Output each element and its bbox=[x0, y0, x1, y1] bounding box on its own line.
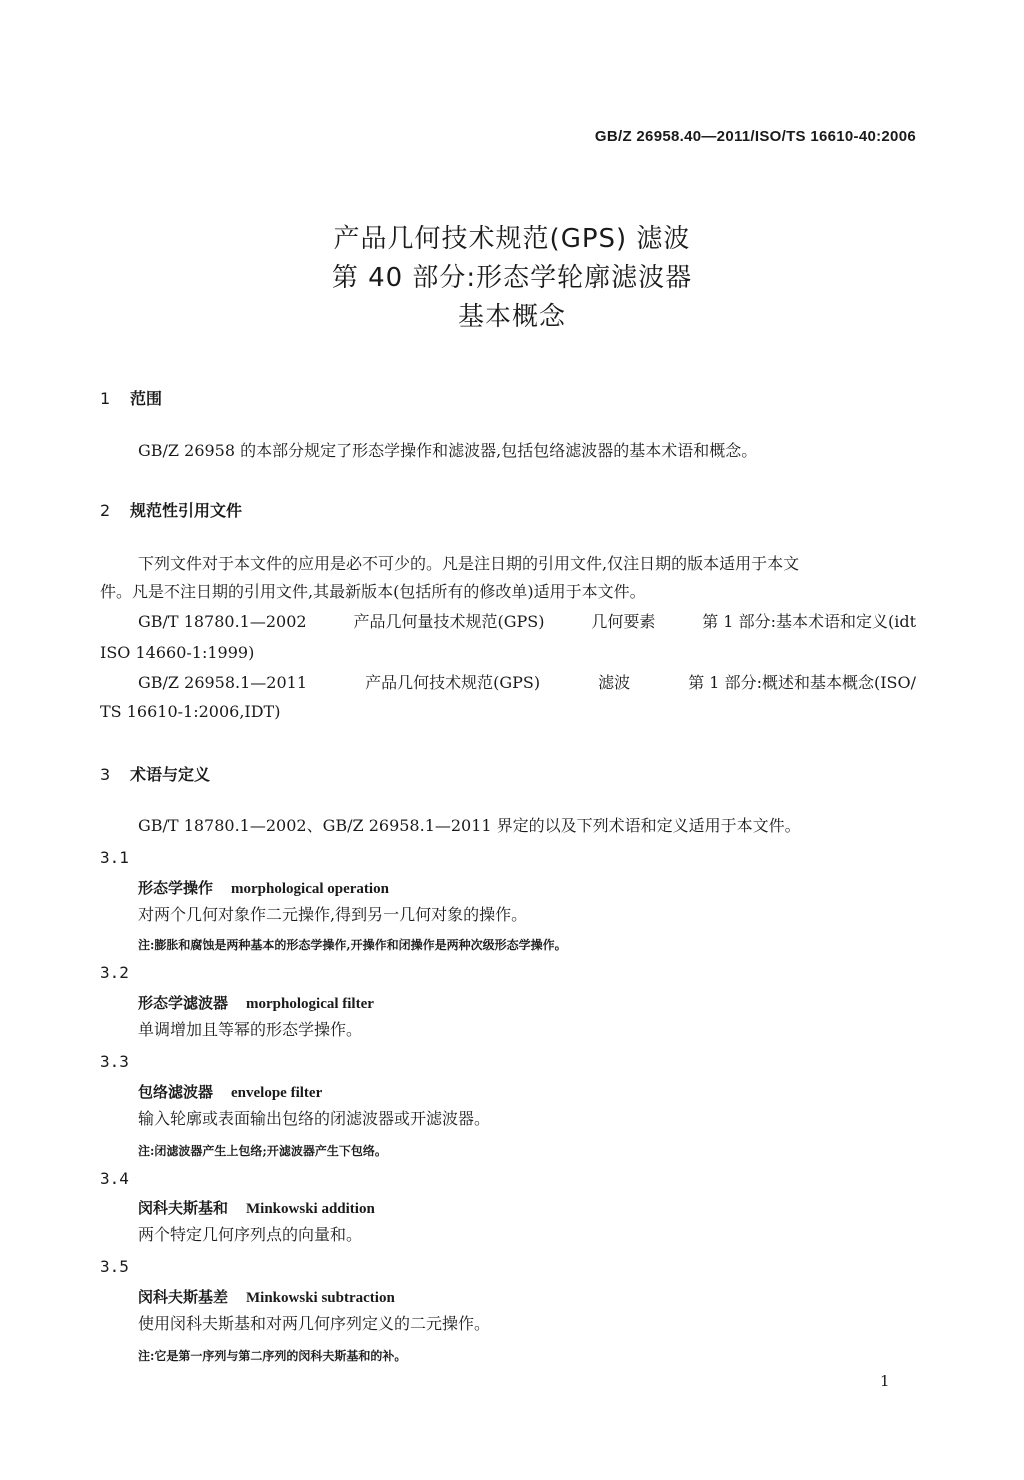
term-zh: 形态学操作 bbox=[138, 879, 214, 897]
reference-code: GB/T 18780.1—2002 bbox=[138, 612, 307, 631]
section-title: 术语与定义 bbox=[130, 765, 211, 784]
term-heading bbox=[138, 1081, 322, 1102]
term-note: 注:闭滤波器产生上包络;开滤波器产生下包络。 bbox=[138, 1144, 387, 1158]
reference-title-part: 滤波 bbox=[598, 673, 631, 692]
section-title: 规范性引用文件 bbox=[130, 501, 243, 520]
clause-number: 3.5 bbox=[100, 1257, 129, 1276]
section-title: 范围 bbox=[130, 389, 163, 408]
reference-title-part: 第 1 部分:概述和基本概念(ISO/ bbox=[688, 673, 916, 692]
term-en: envelope filter bbox=[231, 1085, 323, 1101]
clause-number: 3.1 bbox=[100, 848, 129, 867]
title-line-2: 第 40 部分:形态学轮廓滤波器 bbox=[331, 263, 693, 293]
term-en: Minkowski addition bbox=[246, 1201, 375, 1217]
reference-1-continued: ISO 14660-1:1999) bbox=[100, 643, 255, 662]
section-number: 2 bbox=[100, 501, 111, 520]
term-definition: 对两个几何对象作二元操作,得到另一几何对象的操作。 bbox=[138, 905, 528, 924]
term-heading bbox=[138, 992, 374, 1013]
reference-code: GB/Z 26958.1—2011 bbox=[138, 673, 308, 692]
reference-2 bbox=[138, 675, 916, 691]
term-heading bbox=[138, 1286, 395, 1307]
normative-paragraph-line-2: 件。凡是不注日期的引用文件,其最新版本(包括所有的修改单)适用于本文件。 bbox=[100, 582, 646, 601]
term-definition: 使用闵科夫斯基和对两几何序列定义的二元操作。 bbox=[138, 1314, 491, 1333]
term-definition: 输入轮廓或表面输出包络的闭滤波器或开滤波器。 bbox=[138, 1109, 491, 1128]
term-note: 注:它是第一序列与第二序列的闵科夫斯基和的补。 bbox=[138, 1349, 407, 1363]
terms-intro-paragraph: GB/T 18780.1—2002、GB/Z 26958.1—2011 界定的以及下列术语和定义适用于本文件。 bbox=[138, 816, 801, 835]
reference-title-part: 几何要素 bbox=[591, 612, 656, 631]
section-heading-2 bbox=[100, 498, 242, 521]
clause-number: 3.4 bbox=[100, 1169, 129, 1188]
reference-2-continued: TS 16610-1:2006,IDT) bbox=[100, 702, 281, 721]
term-en: morphological filter bbox=[246, 996, 374, 1012]
term-definition: 单调增加且等幂的形态学操作。 bbox=[138, 1020, 363, 1039]
scope-paragraph: GB/Z 26958 的本部分规定了形态学操作和滤波器,包括包络滤波器的基本术语和概念。 bbox=[138, 441, 758, 460]
term-definition: 两个特定几何序列点的向量和。 bbox=[138, 1225, 363, 1244]
term-heading bbox=[138, 877, 389, 898]
section-heading-1 bbox=[100, 386, 162, 409]
term-en: morphological operation bbox=[231, 881, 389, 897]
title-line-3: 基本概念 bbox=[457, 302, 566, 332]
reference-1 bbox=[138, 614, 916, 630]
term-zh: 形态学滤波器 bbox=[138, 994, 229, 1012]
standard-code-header: GB/Z 26958.40—2011/ISO/TS 16610-40:2006 bbox=[594, 128, 916, 145]
term-en: Minkowski subtraction bbox=[246, 1290, 395, 1306]
term-heading bbox=[138, 1197, 375, 1218]
reference-title-part: 第 1 部分:基本术语和定义(idt bbox=[702, 612, 916, 631]
term-zh: 闵科夫斯基和 bbox=[138, 1199, 229, 1217]
section-heading-3 bbox=[100, 762, 210, 785]
reference-title-part: 产品几何量技术规范(GPS) bbox=[353, 612, 545, 631]
title-line-1: 产品几何技术规范(GPS) 滤波 bbox=[333, 224, 691, 254]
clause-number: 3.3 bbox=[100, 1052, 129, 1071]
clause-number: 3.2 bbox=[100, 963, 129, 982]
section-number: 3 bbox=[100, 765, 111, 784]
term-zh: 包络滤波器 bbox=[138, 1083, 214, 1101]
reference-title-part: 产品几何技术规范(GPS) bbox=[365, 673, 541, 692]
page-number: 1 bbox=[880, 1372, 890, 1390]
normative-paragraph-line-1: 下列文件对于本文件的应用是必不可少的。凡是注日期的引用文件,仅注日期的版本适用于本文 bbox=[138, 554, 800, 573]
term-note: 注:膨胀和腐蚀是两种基本的形态学操作,开操作和闭操作是两种次级形态学操作。 bbox=[138, 938, 567, 952]
term-zh: 闵科夫斯基差 bbox=[138, 1288, 229, 1306]
section-number: 1 bbox=[100, 389, 111, 408]
